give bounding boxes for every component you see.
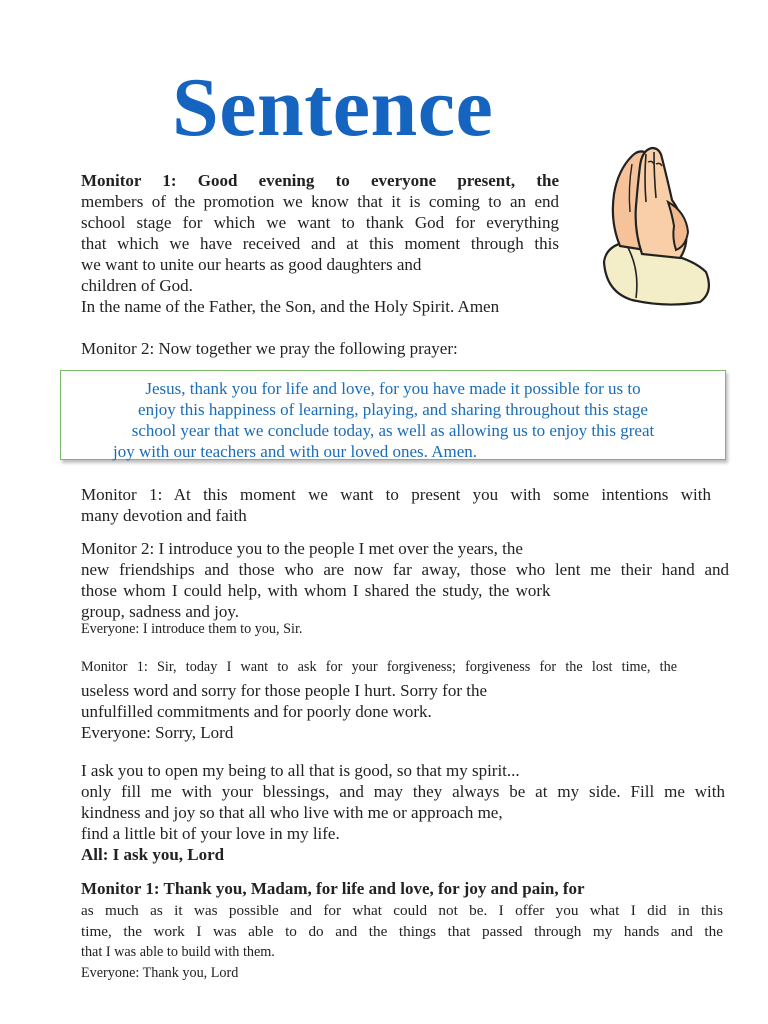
intro-line: that which we have received and at this moment through this [81, 234, 559, 253]
forgiveness-line: unfulfilled commitments and for poorly done work. [81, 702, 432, 721]
intro-paragraph [81, 170, 559, 317]
page-title: Sentence [172, 61, 494, 154]
forgiveness-line: Monitor 1: Sir, today I want to ask for your forgiveness; forgiveness for the lost time, the [81, 659, 677, 675]
thanks-heading [81, 878, 585, 899]
thanks-paragraph [81, 900, 723, 984]
intentions-line: Monitor 1: At this moment we want to present you with some intentions with [81, 485, 711, 504]
intentions-line: many devotion and faith [81, 506, 247, 525]
intro-line: children of God. [81, 276, 193, 295]
intentions-paragraph [81, 484, 711, 526]
praying-hands-icon [596, 142, 720, 306]
people-response-text: Everyone: I introduce them to you, Sir. [81, 621, 303, 637]
monitor2-intro [81, 338, 458, 359]
people-paragraph [81, 538, 729, 622]
prayer-box [60, 370, 726, 460]
forgiveness-first-line [81, 658, 677, 677]
prayer-text [61, 378, 725, 462]
prayer-line: enjoy this happiness of learning, playing, and sharing throughout this stage [138, 400, 648, 419]
intro-line: Monitor 1: Good evening to everyone present, the [81, 171, 559, 190]
thanks-line: time, the work I was able to do and the things that passed through my hands and the [81, 923, 723, 940]
forgiveness-response: Everyone: Sorry, Lord [81, 723, 234, 742]
people-response [81, 620, 302, 639]
intro-line: members of the promotion we know that it is coming to an end [81, 192, 559, 211]
ask-line: only fill me with your blessings, and may they always be at my side. Fill me with [81, 782, 725, 801]
thanks-line: as much as it was possible and for what could not be. I offer you what I did in this [81, 902, 723, 919]
prayer-line: joy with our teachers and with our loved ones. Amen. [113, 442, 478, 461]
people-line: group, sadness and joy. [81, 602, 240, 621]
thanks-line: that I was able to build with them. [81, 944, 275, 960]
intro-line: school stage for which we want to thank God for everything [81, 213, 559, 232]
intro-line: we want to unite our hearts as good daughters and [81, 255, 422, 274]
people-line: new friendships and those who are now far away, those who lent me their hand and [81, 560, 729, 579]
intro-line: In the name of the Father, the Son, and the Holy Spirit. Amen [81, 297, 500, 316]
prayer-line: Jesus, thank you for life and love, for you have made it possible for us to [145, 379, 641, 398]
ask-line: find a little bit of your love in my life. [81, 824, 340, 843]
prayer-line: school year that we conclude today, as well as allowing us to enjoy this great [131, 421, 655, 440]
ask-response: All: I ask you, Lord [81, 845, 225, 864]
forgiveness-line: useless word and sorry for those people I hurt. Sorry for the [81, 681, 488, 700]
monitor2-intro-text: Monitor 2: Now together we pray the following prayer: [81, 339, 458, 358]
ask-paragraph [81, 760, 725, 865]
ask-line: kindness and joy so that all who live with me or approach me, [81, 803, 503, 822]
ask-line: I ask you to open my being to all that is good, so that my spirit... [81, 761, 520, 780]
thanks-line: Monitor 1: Thank you, Madam, for life and love, for joy and pain, for [81, 879, 585, 898]
forgiveness-paragraph [81, 680, 487, 743]
thanks-response: Everyone: Thank you, Lord [81, 965, 239, 981]
people-line: Monitor 2: I introduce you to the people I met over the years, the [81, 539, 523, 558]
people-line: those whom I could help, with whom I shared the study, the work [81, 581, 551, 600]
